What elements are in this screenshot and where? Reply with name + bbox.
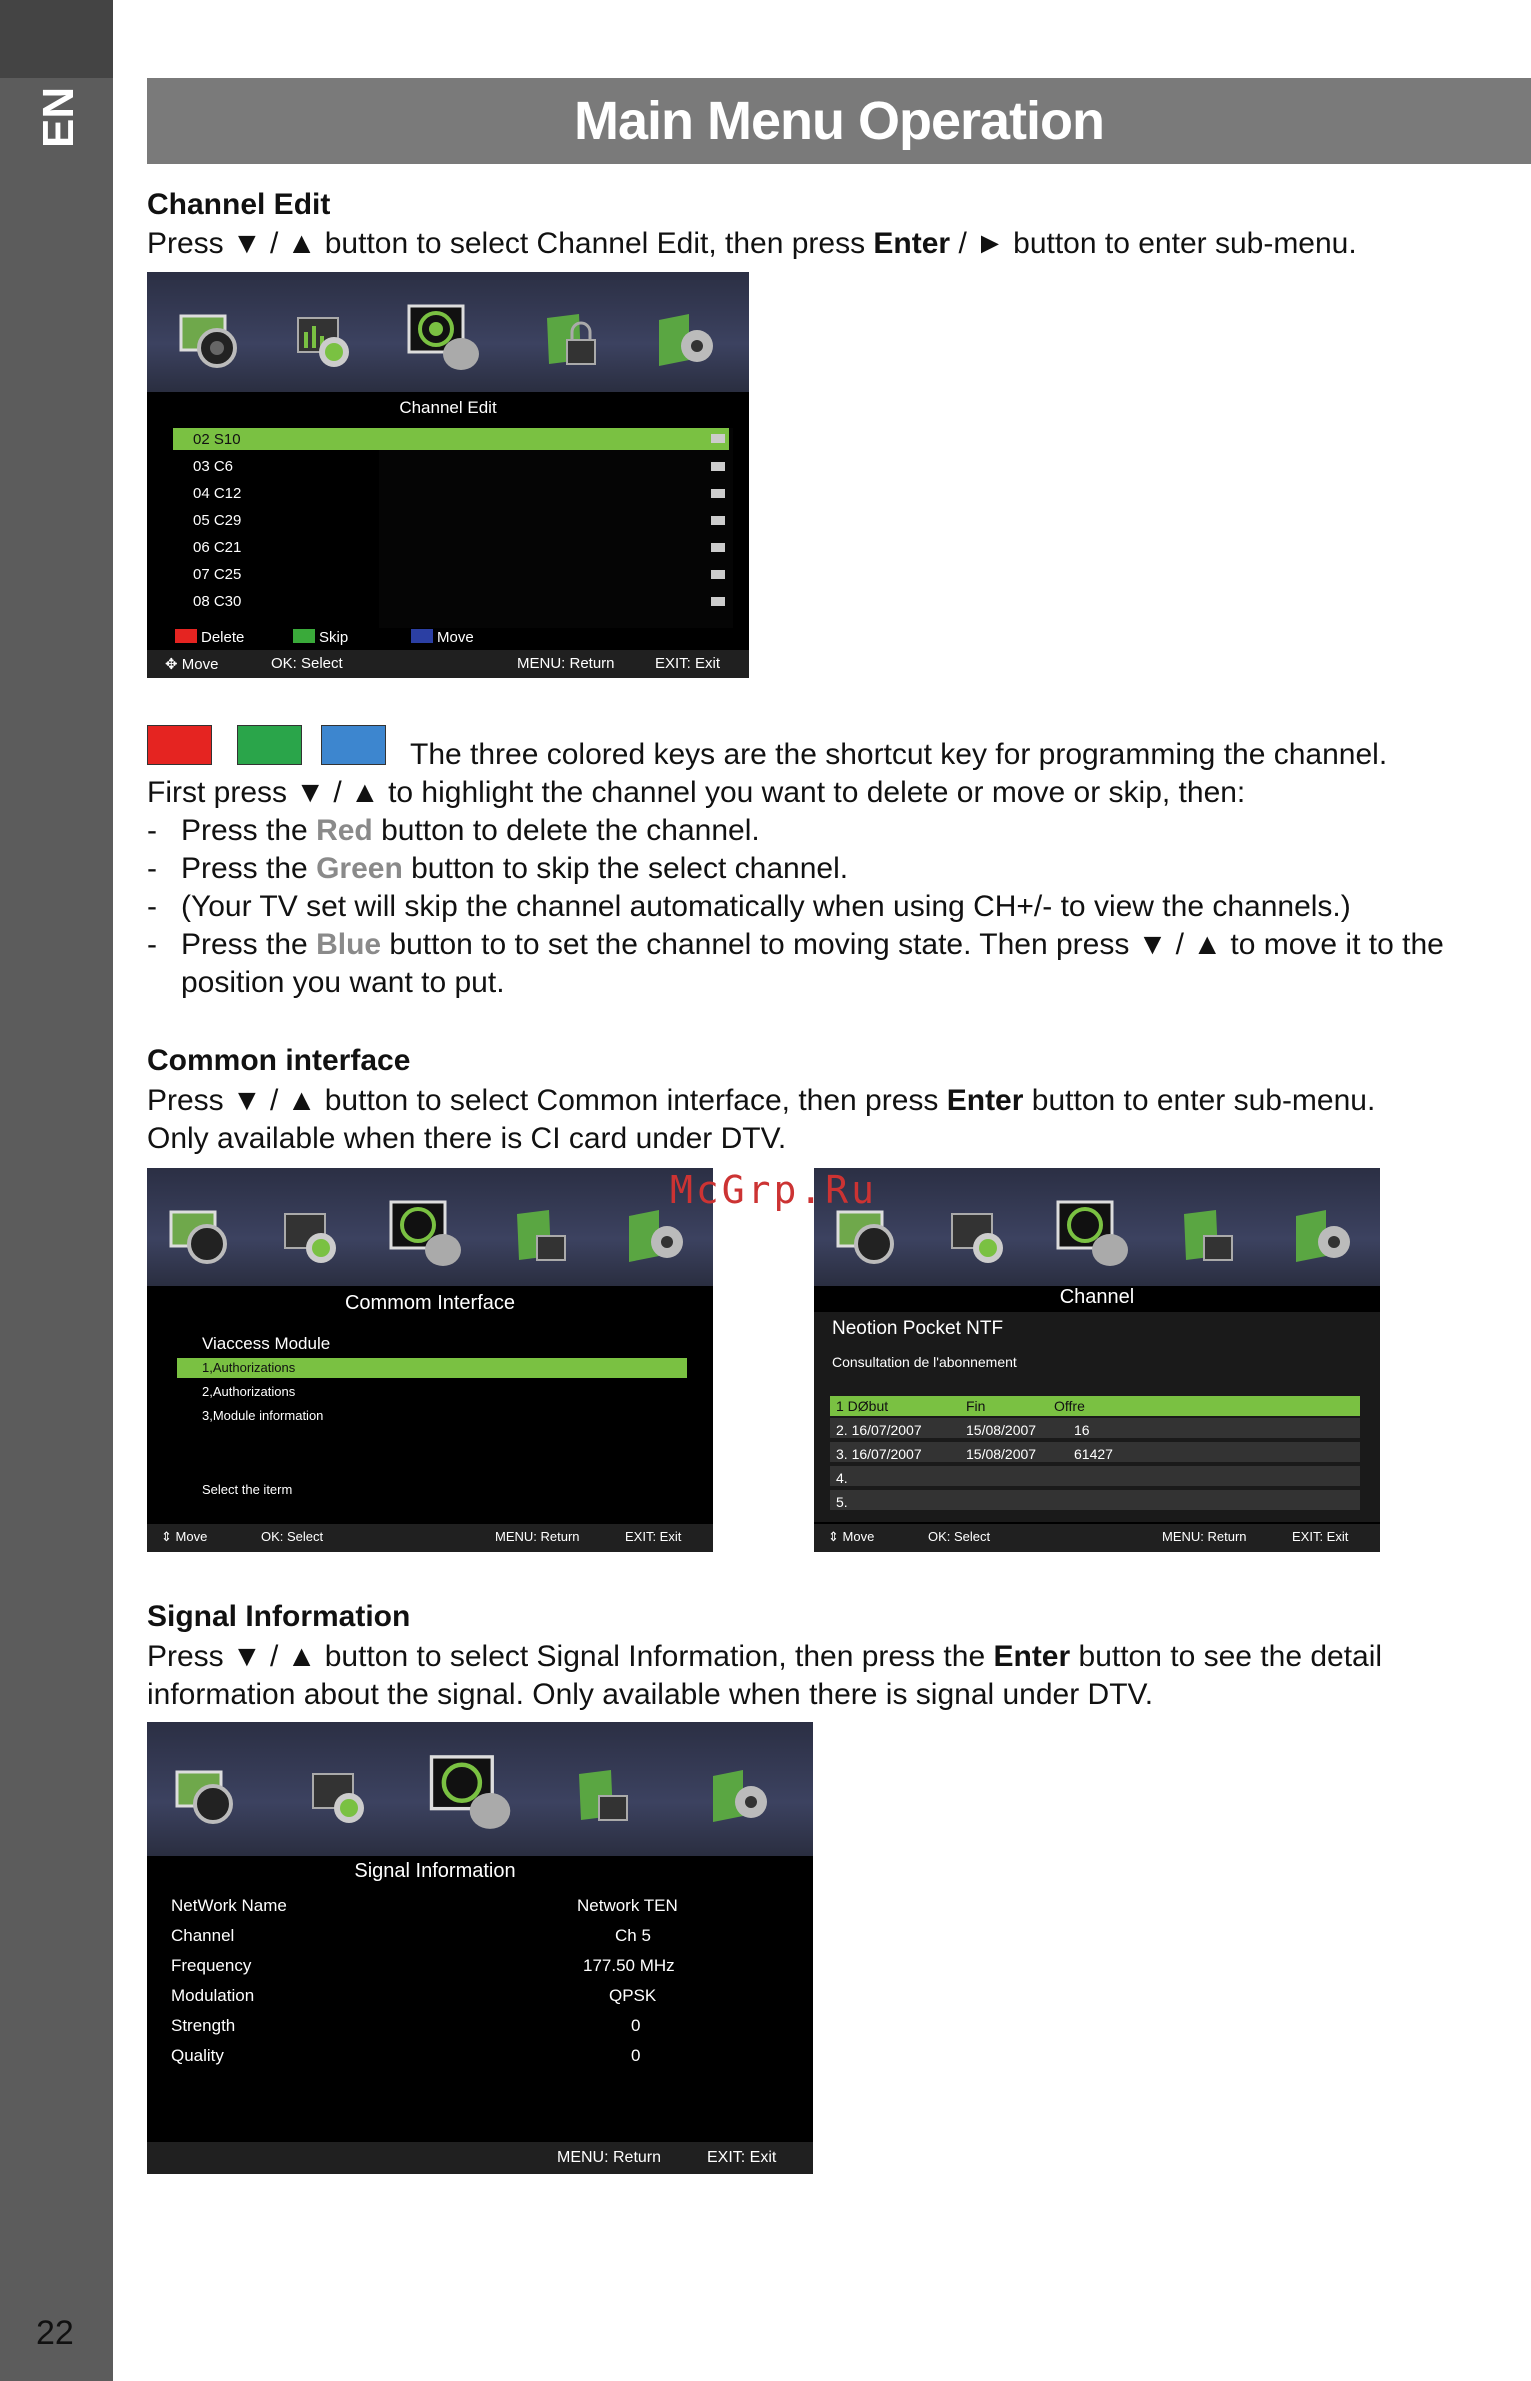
channel-edit-heading: Channel Edit [147,188,331,221]
picture-icon [173,1766,239,1828]
screen-footer [814,1524,1380,1552]
bullet-red: Press the Red button to delete the channel. [181,814,760,847]
bullet-blue-cont: position you want to put. [181,966,505,999]
move-key-label: Move [437,629,474,646]
subscription-cell: 15/08/2007 [966,1446,1037,1462]
signal-information-line2: information about the signal. Only available when there is signal under DTV. [147,1678,1154,1711]
channel-row[interactable]: 02 S10 [193,431,241,448]
select-hint: OK: Select [928,1529,991,1544]
tv-type-icon [711,570,725,579]
signal-label: Strength [171,2016,236,2035]
sound-icon [292,310,358,372]
setup-icon [623,1206,689,1268]
return-hint: MENU: Return [1162,1529,1247,1544]
signal-value: 0 [631,2016,641,2035]
bullet-green: Press the Green button to skip the select channel. [181,852,849,885]
signal-label: Modulation [171,1986,255,2005]
signal-value: 0 [631,2046,641,2065]
ci-screen [147,1168,713,1552]
channel-row[interactable]: 04 C12 [193,485,242,502]
signal-label: Quality [171,2046,224,2065]
subscription-cell: Fin [966,1398,986,1414]
picture-icon [834,1206,900,1268]
green-colorkey [237,725,302,765]
screen-footer [147,2142,813,2174]
lock-icon [539,310,605,372]
subscription-cell[interactable]: 4. [836,1470,848,1486]
channel-list-panel [159,428,379,628]
subscription-cell[interactable]: 2. 16/07/2007 [836,1422,922,1438]
bullet-dash: - [147,852,157,885]
select-hint: OK: Select [261,1529,324,1544]
bullet-note: (Your TV set will skip the channel automatically when using CH+/- to view the channels.) [181,890,1351,923]
return-hint: MENU: Return [495,1529,580,1544]
subscription-cell: 61427 [1074,1446,1113,1462]
signal-information-line1: Press ▼ / ▲ button to select Signal Information, then press the Enter button to see the detail [147,1640,1383,1673]
screen-title: Signal Information [354,1860,516,1882]
channel-icon [427,1752,517,1836]
subscription-cell[interactable]: 1 DØbut [836,1398,889,1414]
subscription-highlight-bar [830,1396,1360,1416]
move-hint: ⇕ Move [161,1529,208,1544]
bullet-dash: - [147,814,157,847]
channel-icon [387,1198,467,1272]
green-key-icon [293,629,315,643]
bullet-dash: - [147,928,157,961]
sound-icon [946,1206,1012,1268]
screen-title: Channel Edit [399,398,497,417]
bullet-blue: Press the Blue button to to set the channel to moving state. Then press ▼ / ▲ to move it to the [181,928,1444,961]
watermark: McGrp.Ru [670,1168,878,1212]
tv-type-icon [711,489,725,498]
move-hint: ⇕ Move [828,1529,875,1544]
intro-text-1: Press ▼ / ▲ button to select Channel Edit, then press [147,227,874,260]
signal-label: Frequency [171,1956,252,1975]
colorkeys-description: The three colored keys are the shortcut key for programming the channel. [410,738,1388,771]
signal-value: QPSK [609,1986,657,2005]
common-interface-heading: Common interface [147,1044,411,1077]
card-description: Consultation de l'abonnement [832,1354,1017,1370]
channel-edit-intro [147,225,1357,263]
common-interface-line1: Press ▼ / ▲ button to select Common interface, then press Enter button to enter sub-menu. [147,1084,1376,1117]
move-hint: ✥ Move [165,656,219,673]
signal-value: Ch 5 [615,1926,651,1945]
lock-icon [1176,1206,1242,1268]
signal-value: 177.50 MHz [583,1956,675,1975]
sound-icon [307,1766,373,1828]
page-title: Main Menu Operation [147,78,1531,164]
channel-icon [405,302,485,376]
tv-type-icon [711,516,725,525]
signal-value: Network TEN [577,1896,678,1915]
ci-hint: Select the iterm [202,1482,293,1497]
channel-row[interactable]: 07 C25 [193,566,242,583]
intro-text-2: / ► button to enter sub-menu. [950,227,1357,260]
red-colorkey [147,725,212,765]
setup-icon [1290,1206,1356,1268]
signal-information-heading: Signal Information [147,1600,411,1633]
blue-key-icon [411,629,433,643]
picture-icon [167,1206,233,1268]
bullet-dash: - [147,890,157,923]
ci-menu-item[interactable]: 1,Authorizations [202,1360,296,1375]
exit-hint: EXIT: Exit [1292,1529,1349,1544]
picture-icon [177,310,243,372]
signal-label: Channel [171,1926,235,1945]
channel-row[interactable]: 03 C6 [193,458,234,475]
setup-icon [707,1766,773,1828]
return-hint: MENU: Return [517,655,615,672]
lock-icon [509,1206,575,1268]
sidebar [0,0,113,2381]
subscription-row-bg [830,1466,1360,1486]
sound-icon [279,1206,345,1268]
exit-hint: EXIT: Exit [655,655,721,672]
card-name: Neotion Pocket NTF [832,1318,1004,1339]
subscription-cell: 15/08/2007 [966,1422,1037,1438]
channel-edit-screen [147,272,749,678]
channel-row[interactable]: 08 C30 [193,593,242,610]
exit-hint: EXIT: Exit [625,1529,682,1544]
tv-type-icon [711,434,725,443]
sidebar-notch [0,0,113,78]
select-hint: OK: Select [271,655,343,672]
exit-hint: EXIT: Exit [707,2149,777,2166]
subscription-cell: 16 [1074,1422,1090,1438]
blue-colorkey [321,725,386,765]
ci-subscription-screen [814,1168,1380,1552]
subscription-cell[interactable]: 5. [836,1494,848,1510]
page-number: 22 [36,2314,74,2352]
module-name: Viaccess Module [202,1334,331,1353]
signal-information-screen [147,1722,813,2174]
tv-type-icon [711,597,725,606]
screen-footer [147,650,749,678]
tv-type-icon [711,543,725,552]
ci-menu-item[interactable]: 2,Authorizations [202,1384,296,1399]
lock-icon [571,1766,637,1828]
tv-type-icon [711,462,725,471]
screen-title: Commom Interface [344,1292,516,1314]
setup-icon [653,310,719,372]
signal-label: NetWork Name [171,1896,287,1915]
channel-row[interactable]: 05 C29 [193,512,242,529]
screen-title: Channel [1059,1286,1135,1308]
channel-icon [1054,1198,1134,1272]
skip-key-label: Skip [319,629,349,646]
common-interface-line2: Only available when there is CI card under DTV. [147,1122,787,1155]
channel-list-right [379,428,733,628]
enter-keyword: Enter [873,227,951,260]
channel-highlight-bar [173,428,729,450]
red-key-icon [175,629,197,643]
subscription-row-bg [830,1490,1360,1510]
subscription-cell[interactable]: 3. 16/07/2007 [836,1446,922,1462]
return-hint: MENU: Return [557,2149,662,2166]
channel-row[interactable]: 06 C21 [193,539,242,556]
delete-key-label: Delete [201,629,245,646]
ci-menu-item[interactable]: 3,Module information [202,1408,324,1423]
subscription-cell: Offre [1054,1398,1085,1414]
screen-footer [147,1524,713,1552]
language-label: EN [34,86,83,148]
first-press-text: First press ▼ / ▲ to highlight the channel you want to delete or move or skip, then: [147,776,1246,809]
